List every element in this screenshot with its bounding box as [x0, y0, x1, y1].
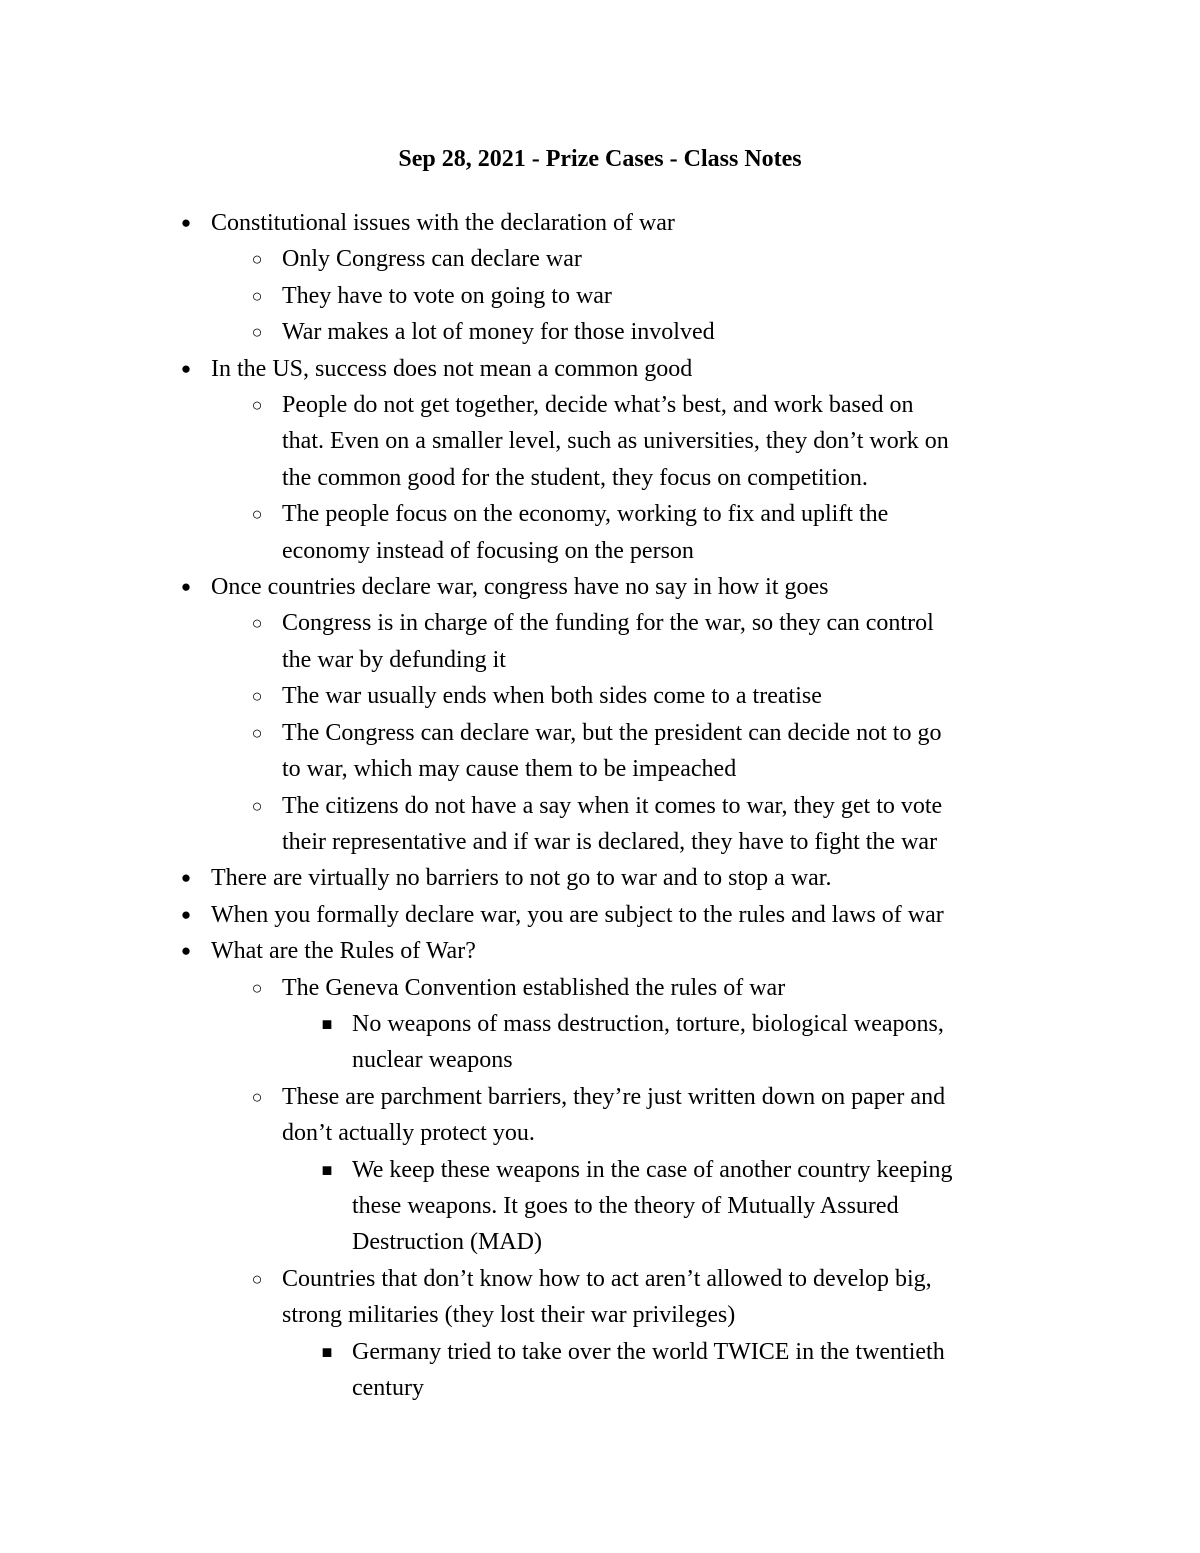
bullet-circle-icon: ○ — [251, 613, 263, 634]
page-title: Sep 28, 2021 - Prize Cases - Class Notes — [398, 146, 802, 172]
list-item-text: Constitutional issues with the declaration of war — [211, 210, 675, 236]
list-item-level-1 — [0, 933, 1200, 969]
list-item-text: In the US, success does not mean a common good — [211, 355, 693, 382]
list-item-text: The citizens do not have a say when it comes to war, they get to vote — [282, 792, 943, 819]
list-item-level-2 — [0, 1261, 1200, 1334]
list-item-level-2 — [0, 314, 1200, 350]
bullet-disc-icon: ● — [180, 941, 192, 961]
list-item-text: don’t actually protect you. — [282, 1120, 535, 1147]
list-item-level-3 — [0, 1152, 1200, 1261]
list-item-text: No weapons of mass destruction, torture, biological weapons, — [352, 1010, 944, 1037]
list-item-text: There are virtually no barriers to not go to war and to stop a war. — [211, 865, 832, 892]
list-item-text: When you formally declare war, you are subject to the rules and laws of war — [211, 901, 944, 928]
list-item-level-1 — [0, 351, 1200, 387]
list-item-text: economy instead of focusing on the person — [282, 537, 694, 564]
bullet-circle-icon: ○ — [251, 795, 263, 816]
list-item-text: century — [352, 1375, 424, 1401]
list-item-text: that. Even on a smaller level, such as universities, they don’t work on — [282, 428, 949, 455]
bullet-circle-icon: ○ — [251, 977, 263, 998]
list-item-text: the common good for the student, they focus on competition. — [282, 464, 868, 491]
list-item-level-2 — [0, 788, 1200, 861]
list-item-text: to war, which may cause them to be impeached — [282, 756, 737, 783]
list-item-level-2 — [0, 678, 1200, 714]
list-item-text: their representative and if war is declared, they have to fight the war — [282, 828, 938, 855]
list-item-text: The Congress can declare war, but the president can decide not to go — [282, 719, 942, 746]
list-item-level-1 — [0, 860, 1200, 896]
list-item-text: The war usually ends when both sides come to a treatise — [282, 683, 822, 710]
list-item-level-2 — [0, 970, 1200, 1006]
list-item-text: strong militaries (they lost their war privileges) — [282, 1302, 736, 1329]
list-item-text: the war by defunding it — [282, 646, 506, 673]
list-item-text: Countries that don’t know how to act aren’t allowed to develop big, — [282, 1265, 932, 1292]
list-item-text: We keep these weapons in the case of another country keeping — [352, 1156, 953, 1183]
bullet-circle-icon: ○ — [251, 1268, 263, 1289]
bullet-circle-icon: ○ — [251, 285, 263, 306]
list-item-text: People do not get together, decide what’s best, and work based on — [282, 392, 914, 419]
list-item-level-2 — [0, 715, 1200, 788]
list-item-text: What are the Rules of War? — [211, 938, 476, 965]
bullet-square-icon: ■ — [321, 1159, 333, 1180]
bullet-circle-icon: ○ — [251, 249, 263, 270]
list-item-level-2 — [0, 605, 1200, 678]
list-item-text: nuclear weapons — [352, 1047, 513, 1074]
list-item-text: These are parchment barriers, they’re just written down on paper and — [282, 1083, 946, 1110]
list-item-text: The people focus on the economy, working to fix and uplift the — [282, 501, 889, 528]
list-item-level-3 — [0, 1334, 1200, 1407]
list-item-text: War makes a lot of money for those involved — [282, 319, 715, 346]
bullet-disc-icon: ● — [180, 577, 192, 597]
list-item-level-1 — [0, 205, 1200, 241]
list-item-level-2 — [0, 496, 1200, 569]
bullet-disc-icon: ● — [180, 904, 192, 924]
bullet-disc-icon: ● — [180, 213, 192, 232]
list-item-text: Germany tried to take over the world TWICE in the twentieth — [352, 1338, 945, 1365]
bullet-square-icon: ■ — [321, 1341, 333, 1362]
bullet-circle-icon: ○ — [251, 504, 263, 525]
bullet-circle-icon: ○ — [251, 395, 263, 416]
notes-list — [0, 205, 1200, 1406]
list-item-text: Once countries declare war, congress have no say in how it goes — [211, 574, 829, 601]
bullet-circle-icon: ○ — [251, 322, 263, 343]
list-item-level-2 — [0, 1079, 1200, 1152]
list-item-text: They have to vote on going to war — [282, 282, 612, 309]
list-item-text: Congress is in charge of the funding for the war, so they can control — [282, 610, 934, 637]
bullet-circle-icon: ○ — [251, 686, 263, 707]
bullet-circle-icon: ○ — [251, 722, 263, 743]
bullet-circle-icon: ○ — [251, 1086, 263, 1107]
list-item-level-1 — [0, 569, 1200, 605]
list-item-text: Only Congress can declare war — [282, 246, 582, 273]
list-item-text: Destruction (MAD) — [352, 1229, 542, 1256]
list-item-level-3 — [0, 1006, 1200, 1079]
list-item-level-1 — [0, 897, 1200, 933]
bullet-square-icon: ■ — [321, 1013, 333, 1034]
bullet-disc-icon: ● — [180, 358, 192, 378]
list-item-level-2 — [0, 387, 1200, 496]
bullet-disc-icon: ● — [180, 868, 192, 888]
list-item-text: these weapons. It goes to the theory of Mutually Assured — [352, 1192, 899, 1219]
list-item-text: The Geneva Convention established the rules of war — [282, 974, 786, 1001]
list-item-level-2 — [0, 241, 1200, 277]
list-item-level-2 — [0, 278, 1200, 314]
